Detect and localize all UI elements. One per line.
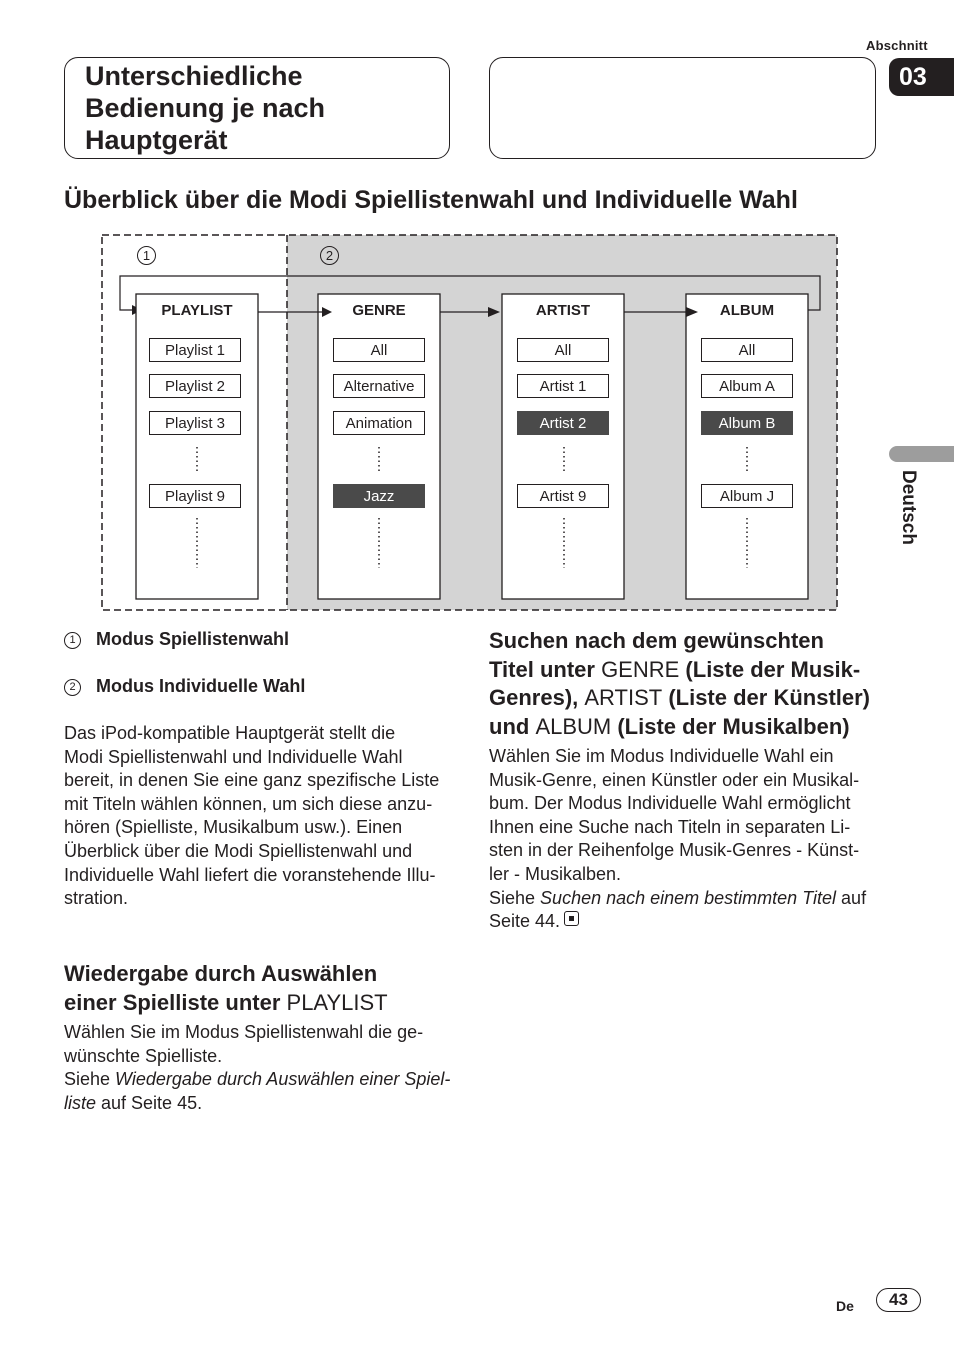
end-mark-icon xyxy=(564,911,579,926)
text-span: auf xyxy=(836,887,867,908)
chapter-title-line: Bedienung je nach xyxy=(85,93,326,123)
text-span: Seite 44. xyxy=(489,911,561,932)
cross-reference: Wiedergabe durch Auswählen einer Spiel- xyxy=(115,1069,451,1090)
side-tab-marker xyxy=(889,446,954,462)
column-head-artist: ARTIST xyxy=(535,302,591,319)
diagram-marker-2: 2 xyxy=(320,246,339,265)
heading-keyword: GENRE xyxy=(601,656,680,682)
section-label: Abschnitt xyxy=(866,38,928,53)
list-item: Playlist 3 xyxy=(149,411,241,435)
column-head-genre: GENRE xyxy=(352,302,406,319)
list-item: All xyxy=(517,338,609,362)
text-line: Wählen Sie im Modus Individuelle Wahl ein xyxy=(489,746,834,766)
search-heading xyxy=(489,627,889,741)
text-line: ler - Musikalben. xyxy=(489,863,622,884)
list-item: All xyxy=(701,338,793,362)
text-line xyxy=(64,1092,459,1116)
text-line xyxy=(489,887,884,911)
heading-line xyxy=(64,989,464,1018)
chapter-title-line: Hauptgerät xyxy=(85,125,228,155)
heading-text: (Liste der Musikalben) xyxy=(611,713,850,739)
playlist-paragraph xyxy=(64,1021,459,1115)
text-line: Überblick über die Modi Spiellistenwahl und xyxy=(64,840,413,861)
list-item: All xyxy=(333,338,425,362)
text-line: sten in der Reihenfolge Musik-Genres - Künst- xyxy=(489,840,860,861)
caption-text: Modus Individuelle Wahl xyxy=(96,676,306,696)
mode-diagram xyxy=(100,234,840,614)
intro-paragraph xyxy=(64,722,454,911)
list-item: Album J xyxy=(701,484,793,508)
text-line xyxy=(64,1068,459,1092)
heading-text: und xyxy=(489,713,536,739)
page-title: Überblick über die Modi Spiellistenwahl und Individuelle Wahl xyxy=(64,186,798,214)
caption-text: Modus Spiellistenwahl xyxy=(96,629,290,649)
text-line: bum. Der Modus Individuelle Wahl ermöglicht xyxy=(489,793,851,814)
diagram-marker-1: 1 xyxy=(137,246,156,265)
heading-text: einer Spielliste unter xyxy=(64,989,287,1015)
text-line: Musik-Genre, einen Künstler oder ein Musikal- xyxy=(489,769,860,790)
text-line: Modi Spiellistenwahl und Individuelle Wahl xyxy=(64,746,403,767)
heading-line xyxy=(489,656,889,685)
cross-reference: liste xyxy=(64,1092,97,1113)
list-item: Playlist 2 xyxy=(149,374,241,398)
empty-header-box xyxy=(489,57,876,159)
chapter-title-box xyxy=(64,57,450,159)
list-item: Album A xyxy=(701,374,793,398)
text-line: Individuelle Wahl liefert die voranstehende Illu- xyxy=(64,864,436,885)
search-paragraph xyxy=(489,745,884,934)
side-language-label: Deutsch xyxy=(898,470,919,545)
list-item-selected: Jazz xyxy=(333,484,425,508)
list-item: Playlist 1 xyxy=(149,338,241,362)
heading-keyword: ALBUM xyxy=(535,713,612,739)
column-head-album: ALBUM xyxy=(719,302,775,319)
list-item-selected: Artist 2 xyxy=(517,411,609,435)
section-number-tab: 03 xyxy=(889,58,954,96)
text-span: auf Seite 45. xyxy=(96,1092,203,1113)
list-item: Artist 1 xyxy=(517,374,609,398)
text-line: bereit, in denen Sie eine ganz spezifische Liste xyxy=(64,770,440,791)
text-span: Siehe xyxy=(64,1069,116,1090)
list-item: Playlist 9 xyxy=(149,484,241,508)
heading-line: Suchen nach dem gewünschten xyxy=(489,628,824,653)
list-item: Alternative xyxy=(333,374,425,398)
text-span: Siehe xyxy=(489,887,541,908)
list-item: Animation xyxy=(333,411,425,435)
list-item-selected: Album B xyxy=(701,411,793,435)
text-line: mit Titeln wählen können, um sich diese anzu- xyxy=(64,793,433,814)
text-line: Ihnen eine Suche nach Titeln in separaten Li- xyxy=(489,816,851,837)
text-line: Wählen Sie im Modus Spiellistenwahl die ge- xyxy=(64,1022,424,1042)
heading-line xyxy=(489,713,889,742)
page-number: 43 xyxy=(876,1288,921,1312)
list-item: Artist 9 xyxy=(517,484,609,508)
text-line xyxy=(489,910,884,934)
heading-text: (Liste der Künstler) xyxy=(662,685,871,710)
caption-marker: 1 xyxy=(64,632,81,649)
cross-reference: Suchen nach einem bestimmten Titel xyxy=(540,887,837,908)
caption-marker: 2 xyxy=(64,679,81,696)
chapter-title-line: Unterschiedliche xyxy=(85,61,303,91)
text-line: hören (Spielliste, Musikalbum usw.). Einen xyxy=(64,817,403,838)
heading-text: (Liste der Musik- xyxy=(679,656,861,682)
text-line: stration. xyxy=(64,888,129,909)
heading-text: Titel unter xyxy=(489,656,602,682)
heading-line xyxy=(489,684,889,713)
footer-language: De xyxy=(836,1298,854,1314)
heading-line: Wiedergabe durch Auswählen xyxy=(64,961,378,986)
caption-1 xyxy=(64,629,289,650)
text-line: Das iPod-kompatible Hauptgerät stellt die xyxy=(64,723,396,743)
heading-text: Genres), xyxy=(489,685,585,710)
playlist-heading xyxy=(64,960,464,1017)
caption-2 xyxy=(64,676,305,697)
heading-keyword: PLAYLIST xyxy=(286,989,388,1015)
text-line: wünschte Spielliste. xyxy=(64,1045,223,1066)
column-head-playlist: PLAYLIST xyxy=(161,302,233,319)
heading-keyword: ARTIST xyxy=(584,685,663,710)
